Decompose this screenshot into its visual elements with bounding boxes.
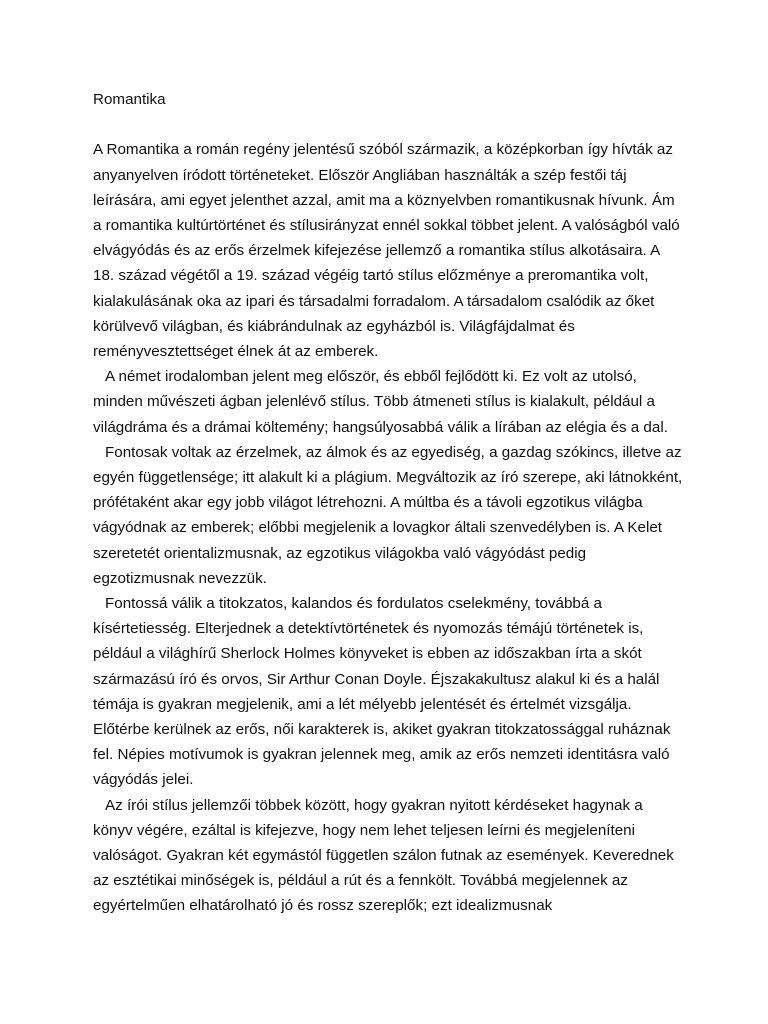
document-title: Romantika (93, 91, 166, 108)
paragraph-german-literature: A német irodalomban jelent meg először, és ebből fejlődött ki. Ez volt az utolsó, minden művészeti ágban jelenlévő stílus. Több átmeneti stílus is kialakult, például a világdráma és a drámai költemény; hangsúlyosabbá válik a lírában az elégia és a dal. (93, 368, 668, 436)
paragraph-mystery: Fontossá válik a titokzatos, kalandos és fordulatos cselekmény, továbbá a kísértetiesség. Elterjednek a detektívtörténetek és nyomozás témájú történetek is, például a világhírű Sherlock Holmes könyveket is ebben az időszakban írta a skót származású író és orvos, Sir Arthur Conan Doyle. Éjszakakultusz alakul ki és a halál témája is gyakran megjelenik, ami a lét mélyebb jelentését és értelmét vizsgálja. Előtérbe kerülnek az erős, női karakterek is, akiket gyakran titokzatossággal ruháznak fel. Népies motívumok is gyakran jelennek meg, amik az erős nemzeti identitásra való vágyódás jelei. (93, 595, 671, 789)
paragraph-intro: A Romantika a román regény jelentésű szóból származik, a középkorban így hívták az anyanyelven íródott történeteket. Először Angliában használták a szép festői táj leírására, ami egyet jelenthet azzal, amit ma a köznyelvben romantikusnak hívunk. Ám a romantika kultúrtörténet és stílusirányzat ennél sokkal többet jelent. A valóságból való elvágyódás és az erős érzelmek kifejezése jellemző a romantika stílus alkotásaira. A 18. század végétől a 19. század végéig tartó stílus előzménye a preromantika volt, kialakulásának oka az ipari és társadalmi forradalom. A társadalom csalódik az őket körülvevő világban, és kiábrándulnak az egyházból is. Világfájdalmat és reményvesztettséget élnek át az emberek. (93, 141, 680, 361)
paragraph-writing-style: Az írói stílus jellemzői többek között, hogy gyakran nyitott kérdéseket hagynak a könyv végére, ezáltal is kifejezve, hogy nem lehet teljesen leírni és megjeleníteni valóságot. Gyakran két egymástól független szálon futnak az események. Keverednek az esztétikai minőségek is, például a rút és a fennkölt. Továbbá megjelennek az egyértelműen elhatárolható jó és rossz szereplők; ezt idealizmusnak (93, 796, 674, 915)
paragraph-emotions: Fontosak voltak az érzelmek, az álmok és az egyediség, a gazdag szókincs, illetve az egyén függetlensége; itt alakult ki a plágium. Megváltozik az író szerepe, aki látnokként, prófétaként akar egy jobb világot létrehozni. A múltba és a távoli egzotikus világba vágyódnak az emberek; előbbi megjelenik a lovagkor általi szenvedélyben is. A Kelet szeretetét orientalizmusnak, az egzotikus világokba való vágyódást pedig egzotizmusnak nevezzük. (93, 443, 683, 587)
document-body (93, 87, 683, 919)
